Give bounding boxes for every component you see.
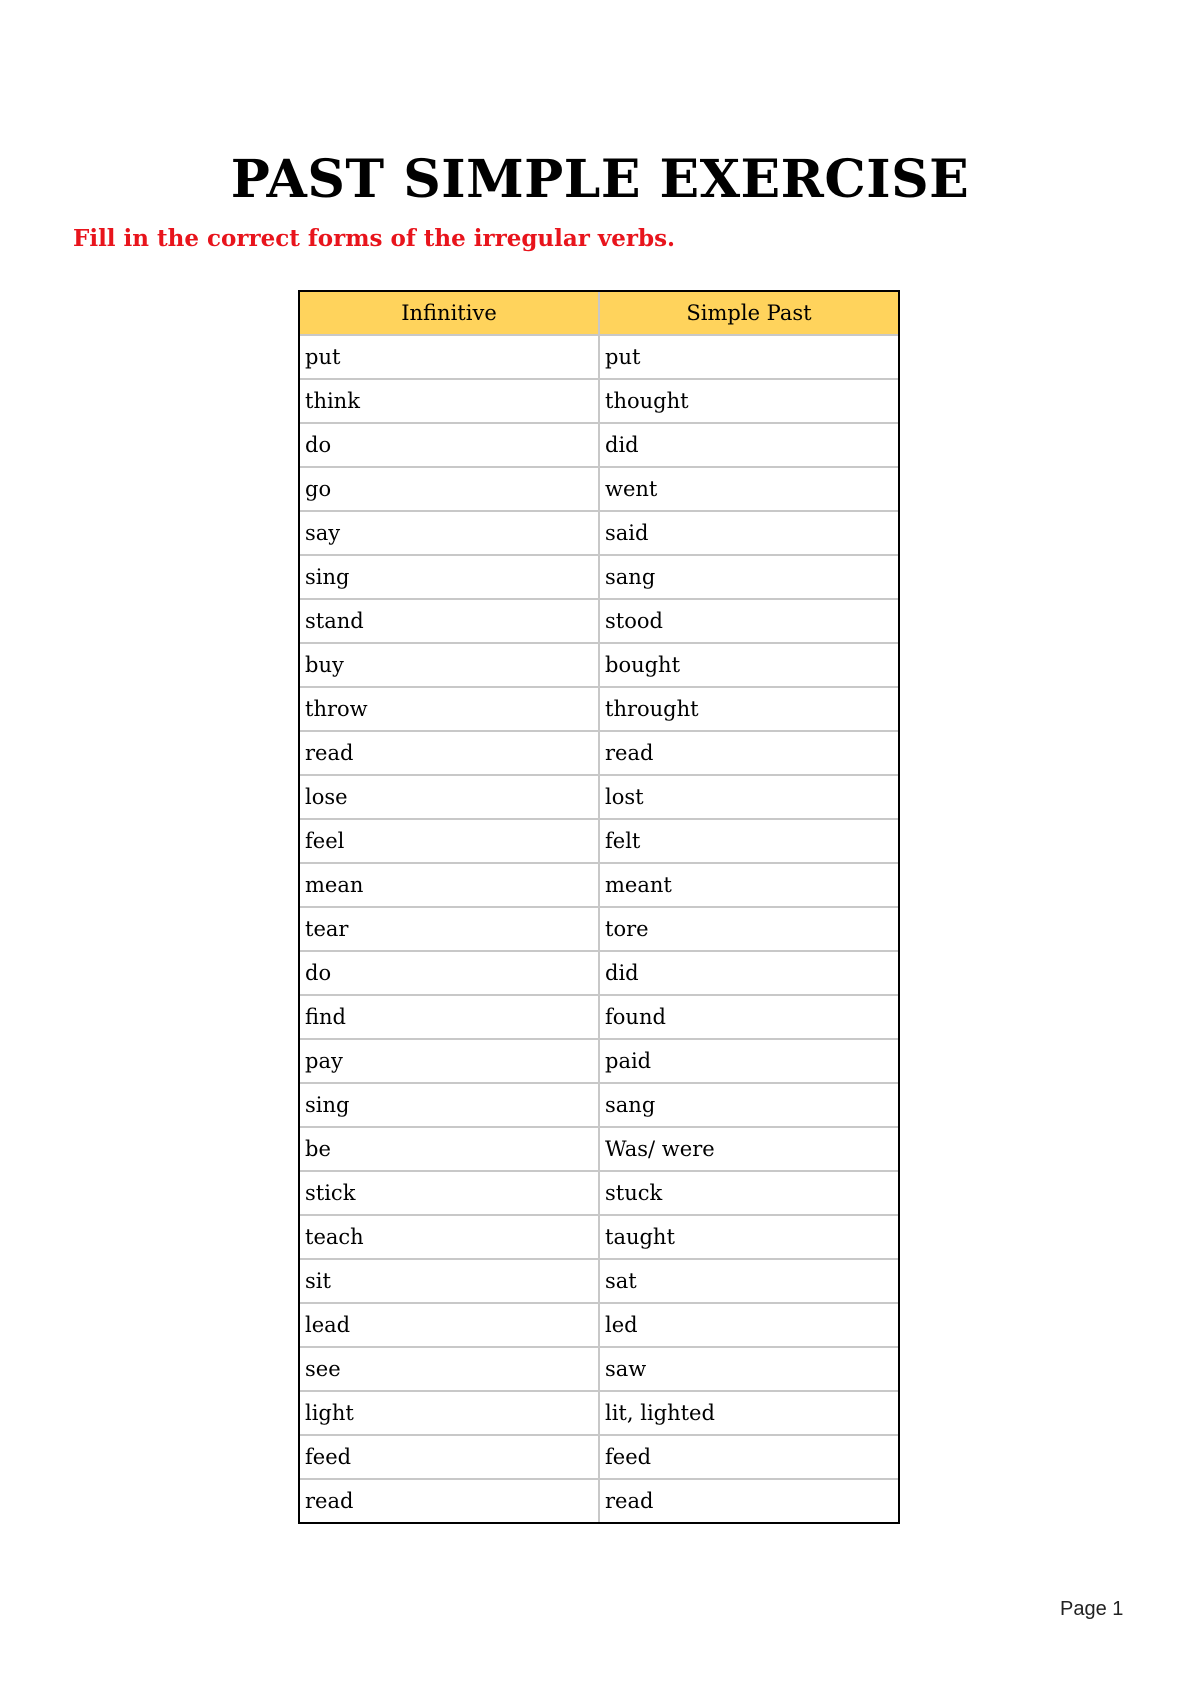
table-row xyxy=(300,1347,898,1391)
simple-past-cell: read xyxy=(599,731,898,775)
instructions-text: Fill in the correct forms of the irregular verbs. xyxy=(73,225,676,252)
infinitive-cell: mean xyxy=(300,863,599,907)
infinitive-cell: pay xyxy=(300,1039,599,1083)
table-row xyxy=(300,1083,898,1127)
simple-past-cell: sang xyxy=(599,555,898,599)
table-row xyxy=(300,1303,898,1347)
table-row xyxy=(300,1127,898,1171)
infinitive-cell: buy xyxy=(300,643,599,687)
table-row xyxy=(300,599,898,643)
table-row xyxy=(300,511,898,555)
simple-past-cell: tore xyxy=(599,907,898,951)
verb-table xyxy=(298,290,900,1524)
infinitive-cell: find xyxy=(300,995,599,1039)
simple-past-cell: thought xyxy=(599,379,898,423)
simple-past-cell: stood xyxy=(599,599,898,643)
infinitive-cell: think xyxy=(300,379,599,423)
table-row xyxy=(300,467,898,511)
infinitive-cell: go xyxy=(300,467,599,511)
infinitive-cell: do xyxy=(300,423,599,467)
simple-past-cell: put xyxy=(599,335,898,379)
simple-past-cell: read xyxy=(599,1479,898,1522)
simple-past-cell: stuck xyxy=(599,1171,898,1215)
header-infinitive: Infinitive xyxy=(300,292,599,335)
infinitive-cell: sing xyxy=(300,555,599,599)
table-header-row xyxy=(300,292,898,335)
table-row xyxy=(300,687,898,731)
infinitive-cell: sing xyxy=(300,1083,599,1127)
table-row xyxy=(300,1259,898,1303)
table-row xyxy=(300,423,898,467)
table-row xyxy=(300,863,898,907)
simple-past-cell: felt xyxy=(599,819,898,863)
simple-past-cell: sang xyxy=(599,1083,898,1127)
infinitive-cell: put xyxy=(300,335,599,379)
table-row xyxy=(300,819,898,863)
simple-past-cell: meant xyxy=(599,863,898,907)
page-number: Page 1 xyxy=(1060,1598,1124,1620)
simple-past-cell: bought xyxy=(599,643,898,687)
page-title: PAST SIMPLE EXERCISE xyxy=(230,149,970,210)
table-row xyxy=(300,379,898,423)
simple-past-cell: found xyxy=(599,995,898,1039)
simple-past-cell: throught xyxy=(599,687,898,731)
table-row xyxy=(300,907,898,951)
simple-past-cell: went xyxy=(599,467,898,511)
infinitive-cell: do xyxy=(300,951,599,995)
simple-past-cell: did xyxy=(599,423,898,467)
table-row xyxy=(300,775,898,819)
infinitive-cell: say xyxy=(300,511,599,555)
infinitive-cell: light xyxy=(300,1391,599,1435)
simple-past-cell: led xyxy=(599,1303,898,1347)
table-row xyxy=(300,1039,898,1083)
table-row xyxy=(300,1391,898,1435)
table-row xyxy=(300,335,898,379)
table-row xyxy=(300,1435,898,1479)
table-row xyxy=(300,951,898,995)
table-row xyxy=(300,995,898,1039)
simple-past-cell: Was/ were xyxy=(599,1127,898,1171)
header-simple-past: Simple Past xyxy=(599,292,898,335)
infinitive-cell: tear xyxy=(300,907,599,951)
simple-past-cell: lit, lighted xyxy=(599,1391,898,1435)
infinitive-cell: be xyxy=(300,1127,599,1171)
simple-past-cell: saw xyxy=(599,1347,898,1391)
simple-past-cell: sat xyxy=(599,1259,898,1303)
infinitive-cell: sit xyxy=(300,1259,599,1303)
infinitive-cell: throw xyxy=(300,687,599,731)
simple-past-cell: taught xyxy=(599,1215,898,1259)
table-row xyxy=(300,1171,898,1215)
table-body xyxy=(300,335,898,1522)
infinitive-cell: feel xyxy=(300,819,599,863)
table-row xyxy=(300,1479,898,1522)
simple-past-cell: lost xyxy=(599,775,898,819)
infinitive-cell: stick xyxy=(300,1171,599,1215)
simple-past-cell: did xyxy=(599,951,898,995)
infinitive-cell: read xyxy=(305,1489,354,1513)
table-row xyxy=(300,643,898,687)
simple-past-cell: feed xyxy=(599,1435,898,1479)
simple-past-cell: said xyxy=(599,511,898,555)
infinitive-cell: lead xyxy=(300,1303,599,1347)
table-row xyxy=(300,555,898,599)
table-row xyxy=(300,731,898,775)
infinitive-cell: lose xyxy=(300,775,599,819)
infinitive-cell: feed xyxy=(300,1435,599,1479)
infinitive-cell: see xyxy=(300,1347,599,1391)
infinitive-cell: stand xyxy=(300,599,599,643)
verb-table-grid xyxy=(300,292,898,1522)
infinitive-cell: read xyxy=(300,731,599,775)
simple-past-cell: paid xyxy=(599,1039,898,1083)
table-row xyxy=(300,1215,898,1259)
infinitive-cell: teach xyxy=(300,1215,599,1259)
